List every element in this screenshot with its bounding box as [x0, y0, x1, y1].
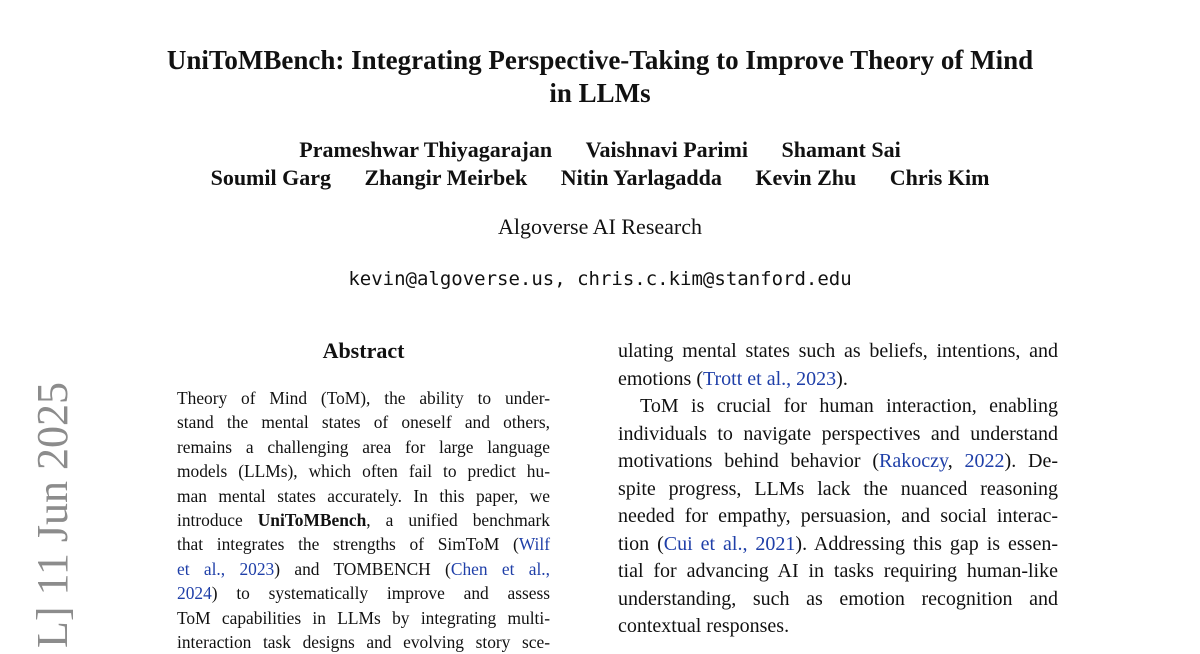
author-name: Chris Kim — [889, 165, 990, 190]
body-line — [618, 338, 1058, 366]
text-run: stand the mental states of oneself and others, — [177, 412, 550, 433]
text-run: needed for empathy, persuasion, and social interac- — [618, 505, 1058, 527]
text-run: man mental states accurately. In this paper, we — [177, 485, 550, 506]
author-name: Soumil Garg — [210, 165, 331, 190]
text-run: ) and TOMBENCH ( — [274, 558, 451, 579]
author-name: Kevin Zhu — [755, 165, 857, 190]
text-run: remains a challenging area for large language — [177, 436, 550, 457]
abstract-line — [177, 508, 550, 532]
text-run: contextual responses. — [618, 615, 790, 637]
author-row-1 — [0, 136, 1200, 164]
text-run: ToM is crucial for human interaction, enabling — [640, 395, 1058, 417]
abstract-line — [177, 630, 550, 654]
author-row-2 — [0, 164, 1200, 192]
affiliation: Algoverse AI Research — [497, 214, 703, 239]
citation-link-chen[interactable]: 2024 — [177, 583, 212, 604]
text-run: motivations behind behavior ( — [618, 450, 880, 472]
text-run: ). — [836, 367, 848, 390]
citation-link-trott[interactable]: Trott et al., 2023 — [703, 367, 837, 390]
abstract-heading: Abstract — [322, 338, 405, 363]
abstract-line — [177, 459, 550, 483]
title-line-2: in LLMs — [549, 78, 651, 108]
abstract-line — [177, 386, 550, 410]
text-run: ToM capabilities in LLMs by integrating multi- — [177, 607, 550, 628]
author-name: Zhangir Meirbek — [364, 165, 528, 190]
citation-link-rakoczy[interactable]: Rakoczy — [879, 450, 948, 472]
citation-link-chen[interactable]: Chen et al., — [450, 558, 551, 579]
benchmark-name: UniToMBench — [257, 510, 367, 531]
body-line — [618, 421, 1058, 449]
abstract-line — [177, 484, 550, 508]
abstract-line — [177, 581, 550, 605]
text-run: ). De- — [1004, 450, 1059, 472]
abstract-text — [177, 386, 550, 654]
text-run: ). Addressing this gap is essen- — [795, 532, 1059, 555]
body-text-column — [618, 338, 1058, 641]
body-line — [618, 586, 1058, 614]
abstract-line — [177, 410, 550, 434]
text-run: , — [947, 450, 965, 472]
body-line — [618, 558, 1058, 586]
text-run: that integrates the strengths of SimToM ( — [177, 534, 519, 555]
text-run: spite progress, LLMs lack the nuanced reasoning — [618, 477, 1058, 500]
text-run: ulating mental states such as beliefs, intentions, and — [618, 340, 1058, 362]
title-line-1: UniToMBench: Integrating Perspective-Taking to Improve Theory of Mind — [166, 45, 1034, 75]
arxiv-side-stamp: L] 11 Jun 2025 — [28, 381, 77, 648]
text-run: tial for advancing AI in tasks requiring human-like — [618, 560, 1058, 582]
text-run: introduce — [177, 510, 258, 531]
text-run: models (LLMs), which often fail to predict hu- — [177, 461, 550, 482]
body-line — [618, 448, 1058, 476]
abstract-line — [177, 532, 550, 556]
abstract-line — [177, 606, 550, 630]
text-run: emotions ( — [618, 367, 703, 390]
author-name: Prameshwar Thiyagarajan — [299, 137, 553, 162]
body-line — [618, 476, 1058, 504]
citation-link-wilf[interactable]: Wilf — [518, 534, 550, 555]
paper-title — [0, 44, 1200, 110]
text-run: tion ( — [618, 532, 664, 555]
author-name: Shamant Sai — [781, 137, 901, 162]
author-name: Nitin Yarlagadda — [560, 165, 722, 190]
abstract-line — [177, 557, 550, 581]
text-run: , a unified benchmark — [366, 510, 550, 531]
body-line — [618, 613, 1058, 641]
body-line — [618, 393, 1058, 421]
text-run: interaction task designs and evolving story sce- — [177, 632, 550, 653]
body-line — [618, 531, 1058, 559]
author-list — [0, 136, 1200, 192]
text-run: ) to systematically improve and assess — [211, 583, 550, 604]
author-name: Vaishnavi Parimi — [585, 137, 748, 162]
author-emails: kevin@algoverse.us, chris.c.kim@stanford.edu — [348, 268, 852, 290]
citation-link-wilf[interactable]: et al., 2023 — [177, 558, 275, 579]
body-line — [618, 503, 1058, 531]
abstract-line — [177, 435, 550, 459]
body-line — [618, 366, 1058, 394]
citation-link-rakoczy-year[interactable]: 2022 — [964, 450, 1005, 472]
text-run: Theory of Mind (ToM), the ability to under- — [177, 388, 550, 408]
text-run: individuals to navigate perspectives and understand — [618, 422, 1058, 445]
citation-link-cui[interactable]: Cui et al., 2021 — [663, 532, 796, 555]
text-run: understanding, such as emotion recognition and — [618, 587, 1058, 610]
